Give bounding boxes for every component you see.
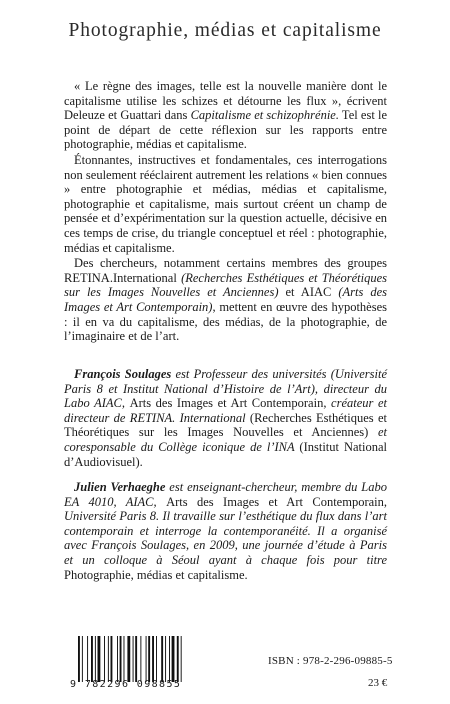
text-span: (Institut National d’Audiovisuel). [64,439,388,469]
text-span: créateur et directeur de RETINA. International [64,396,388,425]
author-bio-soulages [64,367,387,469]
price: 23 € [368,677,388,689]
text-span: et coresponsable du Collège iconique de l’INA [64,425,387,454]
author-name: François Soulages [74,367,172,381]
text-span: (Arts des Images et Art Contemporain) [64,285,387,314]
text-span: Des chercheurs, notamment certains membres des groupes RETINA.International [64,256,387,285]
text-span: et AIAC [278,285,339,300]
text-span: (Recherches Esthétiques et Théorétiques sur les Images Nouvelles et Anciennes) [64,270,388,300]
blurb-paragraph-2: Étonnantes, instructives et fondamentales, ces interrogations non seulement rééclairent autrement les relations « bien connues » entre photographie et médias, médias et capitalisme, photographie et capitalisme, mais surtout créent un champ de pensée et d’expérimentation sur la question actuelle, décisive en ces temps de crise, du triangle conceptuel et réel : photographie, médias et capitalisme. [64,152,387,255]
isbn: ISBN : 978-2-296-09885-5 [268,655,393,667]
text-span: est enseignant-chercheur, membre du Labo EA 4010, AIAC, [64,480,388,509]
bio-text [64,367,387,469]
text-span: (Recherches Esthétiques et Théorétiques sur les Images Nouvelles et Anciennes) [64,410,387,440]
text-span: « Le règne des images, telle est la nouvelle manière dont le capitalisme utilise les schizes et détourne les flux », écrivent Deleuze et Guattari dans [64,79,387,123]
text-span: Photographie, médias et capitalisme. [64,567,248,582]
book-title: Photographie, médias et capitalisme [68,20,382,41]
book-reference: Capitalisme et schizophrénie. [190,108,339,123]
blurb [64,79,387,344]
bio-text [64,480,387,582]
author-name: Julien Verhaeghe [74,480,166,494]
barcode-digits: 9 782296 098855 [70,679,182,690]
text-span: , mettent en œuvre des hypothèses : il en va du capitalisme, des médias, de la photographie, de l’imaginaire et de l’art. [64,299,387,344]
text-span: est Professeur des universités (Université Paris 8 et Institut National d’Histoire de l’Art), directeur du Labo AIAC, [64,367,387,411]
text-span: Arts des Images et Art Contemporain, [129,396,332,411]
blurb-paragraph-3 [64,256,387,344]
text-span: Université Paris 8. Il travaille sur l’esthétique du flux dans l’art contemporain et interroge la contemporanéité. Il a organisé avec François Soulages, en 2009, une journée d’étude à Paris et un colloque à Séoul ayant à chaque fois pour titre [64,509,387,567]
author-bio-verhaeghe [64,480,387,582]
text-span: Tel est le point de départ de cette réflexion sur les rapports entre photographie, médias et capitalisme. [64,108,387,152]
blurb-paragraph-1 [64,79,387,152]
text-span: Arts des Images et Art Contemporain, [166,494,388,509]
barcode [76,636,216,682]
